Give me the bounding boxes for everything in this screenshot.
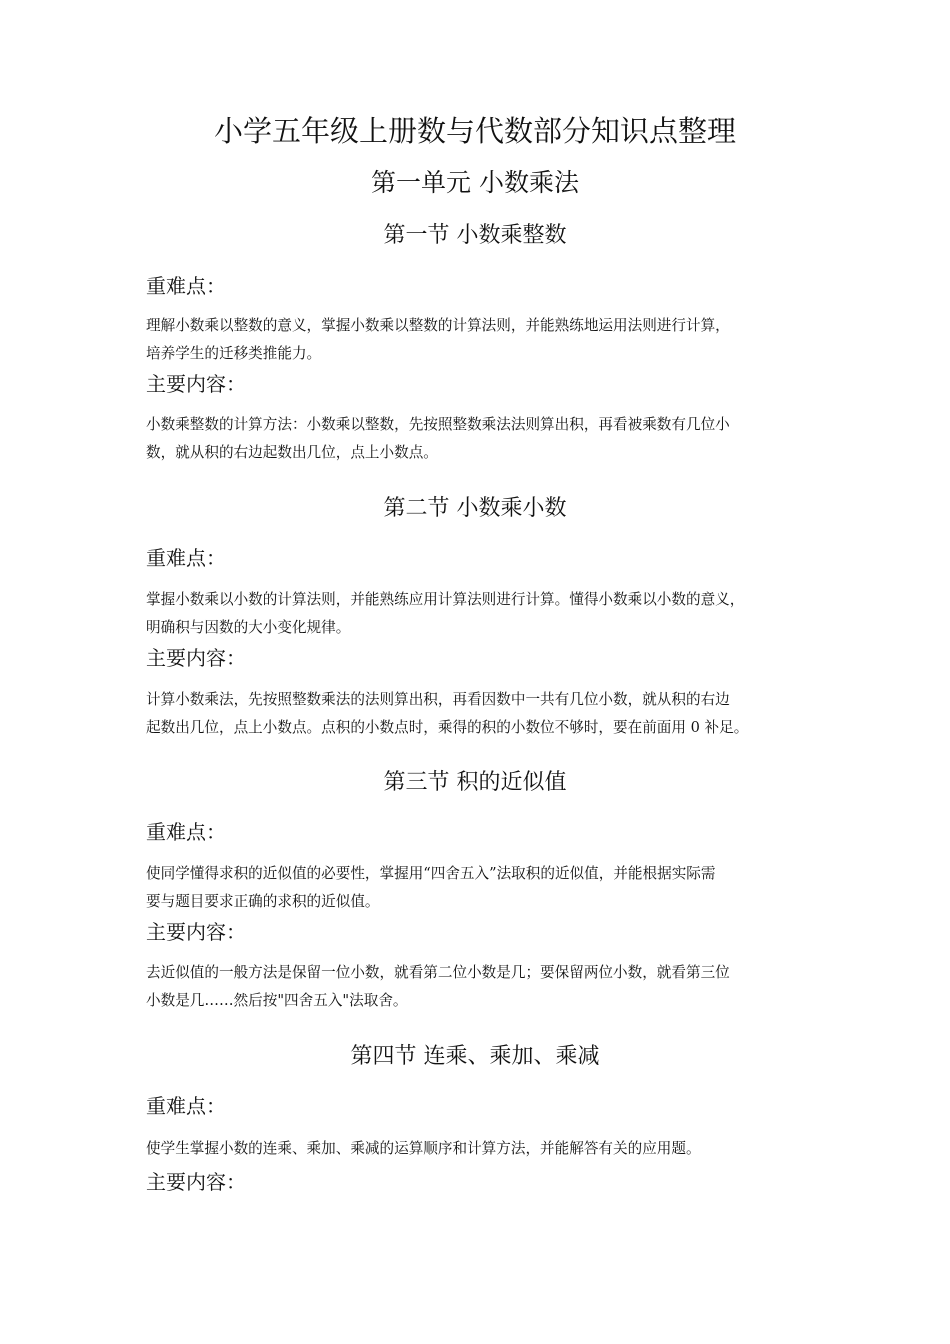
main-content-line: 小数是几……然后按"四舍五入"法取舍。 [146,992,408,1009]
unit-title: 第一单元 小数乘法 [371,168,579,197]
main-content-label-1: 主要内容： [146,372,246,396]
key-points-line: 使学生掌握小数的连乘、乘加、乘减的运算顺序和计算方法，并能解答有关的应用题。 [146,1140,701,1157]
key-points-label-4: 重难点： [146,1094,226,1118]
key-points-label-2: 重难点： [146,546,226,570]
section-title-4: 第四节 连乘、乘加、乘减 [350,1044,600,1069]
main-content-text-3 [146,959,810,1015]
section-title-2: 第二节 小数乘小数 [383,496,567,521]
key-points-line: 理解小数乘以整数的意义，掌握小数乘以整数的计算法则，并能熟练地运用法则进行计算， [146,317,730,334]
main-content-label-4: 主要内容： [146,1170,246,1194]
main-content-line: 小数乘整数的计算方法：小数乘以整数，先按照整数乘法法则算出积，再看被乘数有几位小 [146,416,730,433]
main-content-text-2 [146,686,810,742]
key-points-line: 掌握小数乘以小数的计算法则，并能熟练应用计算法则进行计算。懂得小数乘以小数的意义， [146,591,745,608]
main-content-line: 起数出几位，点上小数点。点积的小数点时，乘得的积的小数位不够时，要在前面用 0 补足。 [146,719,749,736]
key-points-text-2 [146,586,810,642]
main-content-line: 数，就从积的右边起数出几位，点上小数点。 [146,444,438,461]
section-title-3: 第三节 积的近似值 [383,770,567,795]
section-title-1: 第一节 小数乘整数 [383,223,567,248]
key-points-line: 培养学生的迁移类推能力。 [146,345,322,362]
document-title: 小学五年级上册数与代数部分知识点整理 [213,114,736,148]
key-points-line: 使同学懂得求积的近似值的必要性，掌握用“四舍五入”法取积的近似值，并能根据实际需 [146,865,716,882]
main-content-text-1 [146,411,810,467]
main-content-line: 计算小数乘法，先按照整数乘法的法则算出积，再看因数中一共有几位小数，就从积的右边 [146,691,730,708]
main-content-label-3: 主要内容： [146,920,246,944]
key-points-line: 要与题目要求正确的求积的近似值。 [146,893,380,910]
main-content-label-2: 主要内容： [146,646,246,670]
key-points-text-4 [146,1135,810,1163]
main-content-line: 去近似值的一般方法是保留一位小数，就看第二位小数是几；要保留两位小数，就看第三位 [146,964,730,981]
key-points-text-3 [146,860,810,916]
key-points-label-1: 重难点： [146,274,226,298]
key-points-line: 明确积与因数的大小变化规律。 [146,619,351,636]
key-points-text-1 [146,312,810,368]
key-points-label-3: 重难点： [146,820,226,844]
